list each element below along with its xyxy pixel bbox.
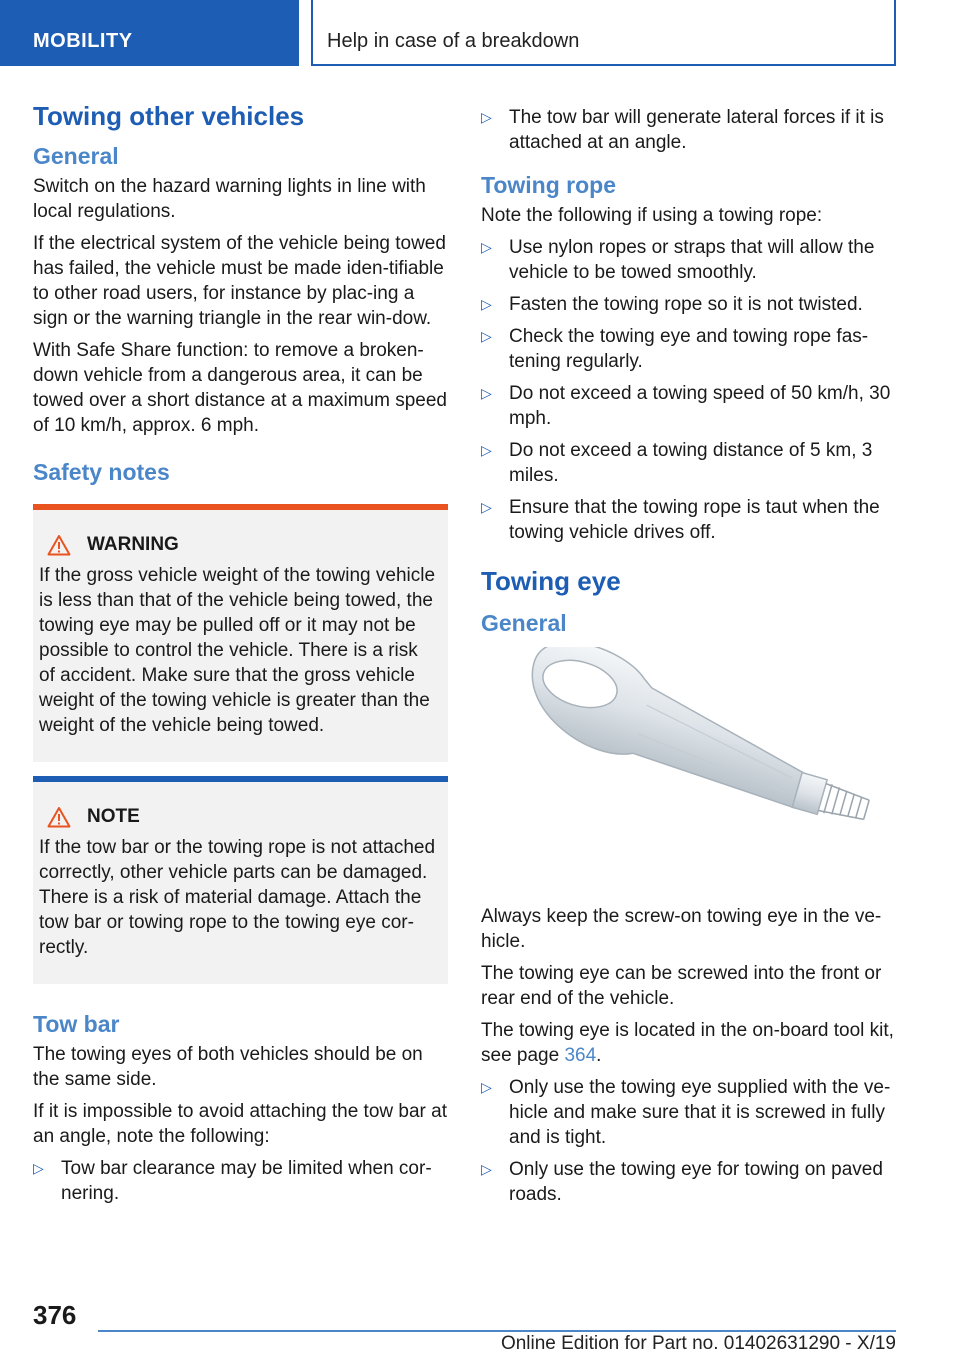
heading-tow-bar: Tow bar xyxy=(33,1011,120,1037)
note-box xyxy=(33,776,448,984)
chapter-label: Help in case of a breakdown xyxy=(327,30,580,52)
warning-triangle-icon xyxy=(47,534,71,556)
towbar-list-continued xyxy=(481,105,896,155)
warning-triangle-icon xyxy=(47,806,71,828)
heading-towing-rope: Towing rope xyxy=(481,172,617,198)
left-column xyxy=(33,100,448,1213)
list-item: ▷ Tow bar clearance may be limited when cor‐nering. xyxy=(33,1158,432,1204)
chapter-tab xyxy=(311,0,896,66)
triangle-bullet-icon: ▷ xyxy=(481,328,492,344)
general-paragraph-2: If the electrical system of the vehicle being towed has failed, the vehicle must be made iden‐tifiable to other road users, for instance by plac‐ing a sign or the warning triangle in the rear win‐dow. xyxy=(33,233,446,329)
warning-title xyxy=(39,532,438,557)
triangle-bullet-icon: ▷ xyxy=(481,296,492,312)
eye-paragraph-3: The towing eye is located in the on-board tool kit, see page 364. xyxy=(481,1020,894,1066)
list-item: ▷ Fasten the towing rope so it is not twisted. xyxy=(481,294,863,315)
list-item: ▷ Do not exceed a towing distance of 5 km, 3 miles. xyxy=(481,440,873,486)
right-column xyxy=(481,105,896,1214)
list-item: ▷ The tow bar will generate lateral forces if it is attached at an angle. xyxy=(481,107,884,153)
rope-list xyxy=(481,235,896,545)
heading-safety-notes: Safety notes xyxy=(33,459,170,485)
triangle-bullet-icon: ▷ xyxy=(33,1160,44,1176)
page-reference-link[interactable]: 364 xyxy=(564,1045,597,1066)
towbar-paragraph-2: If it is impossible to avoid attaching the tow bar at an angle, note the following: xyxy=(33,1101,447,1147)
triangle-bullet-icon: ▷ xyxy=(481,239,492,255)
heading-general: General xyxy=(33,143,119,169)
triangle-bullet-icon: ▷ xyxy=(481,1161,492,1177)
edition-note: Online Edition for Part no. 01402631290 - X/19 xyxy=(500,1333,896,1354)
list-item: ▷ Only use the towing eye for towing on paved roads. xyxy=(481,1159,883,1205)
warning-box xyxy=(33,504,448,762)
triangle-bullet-icon: ▷ xyxy=(481,109,492,125)
list-item: ▷ Do not exceed a towing speed of 50 km/h, 30 mph. xyxy=(481,383,891,429)
section-tab xyxy=(0,0,299,66)
footer-divider xyxy=(98,1330,896,1332)
eye-paragraph-1: Always keep the screw-on towing eye in the ve‐hicle. xyxy=(481,906,882,952)
list-item: ▷ Check the towing eye and towing rope fas‐tening regularly. xyxy=(481,326,869,372)
rope-intro: Note the following if using a towing rope: xyxy=(481,205,823,226)
list-item: ▷ Ensure that the towing rope is taut when the towing vehicle drives off. xyxy=(481,497,880,543)
general-paragraph-1: Switch on the hazard warning lights in line with local regulations. xyxy=(33,176,426,222)
general-paragraph-3: With Safe Share function: to remove a broken-down vehicle from a dangerous area, it can be towed over a short distance at a maximum speed of 10 km/h, approx. 6 mph. xyxy=(33,340,447,436)
triangle-bullet-icon: ▷ xyxy=(481,1079,492,1095)
note-label: NOTE xyxy=(87,806,140,827)
page-number: 376 xyxy=(33,1300,77,1330)
triangle-bullet-icon: ▷ xyxy=(481,442,492,458)
eye-list xyxy=(481,1075,896,1207)
list-item: ▷ Only use the towing eye supplied with the ve‐hicle and make sure that it is screwed in fully and is tight. xyxy=(481,1077,891,1148)
towing-eye-illustration xyxy=(481,647,896,887)
list-item: ▷ Use nylon ropes or straps that will allow the vehicle to be towed smoothly. xyxy=(481,237,875,283)
section-title-towing-eye: Towing eye xyxy=(481,566,621,596)
towbar-paragraph-1: The towing eyes of both vehicles should be on the same side. xyxy=(33,1044,423,1090)
towbar-list xyxy=(33,1156,448,1206)
page-header xyxy=(0,0,960,66)
warning-text: If the gross vehicle weight of the towing vehicle is less than that of the vehicle being towed, the towing eye may be pulled off or it may not be possible to control the vehicle. There is a risk of accident. Make sure that the gross vehicle weight of the towing vehicle is greater than the weight of the vehicle being towed. xyxy=(39,565,436,736)
note-text: If the tow bar or the towing rope is not attached correctly, other vehicle parts can be damaged. There is a risk of material damage. Attach the tow bar or towing rope to the towing eye cor‐rectly. xyxy=(39,837,436,958)
triangle-bullet-icon: ▷ xyxy=(481,499,492,515)
warning-label: WARNING xyxy=(87,534,179,555)
section-title-towing-other-vehicles: Towing other vehicles xyxy=(33,101,305,131)
section-label: MOBILITY xyxy=(33,30,133,52)
eye-paragraph-2: The towing eye can be screwed into the front or rear end of the vehicle. xyxy=(481,963,882,1009)
heading-towing-eye-general: General xyxy=(481,610,567,636)
triangle-bullet-icon: ▷ xyxy=(481,385,492,401)
note-title xyxy=(39,804,438,829)
